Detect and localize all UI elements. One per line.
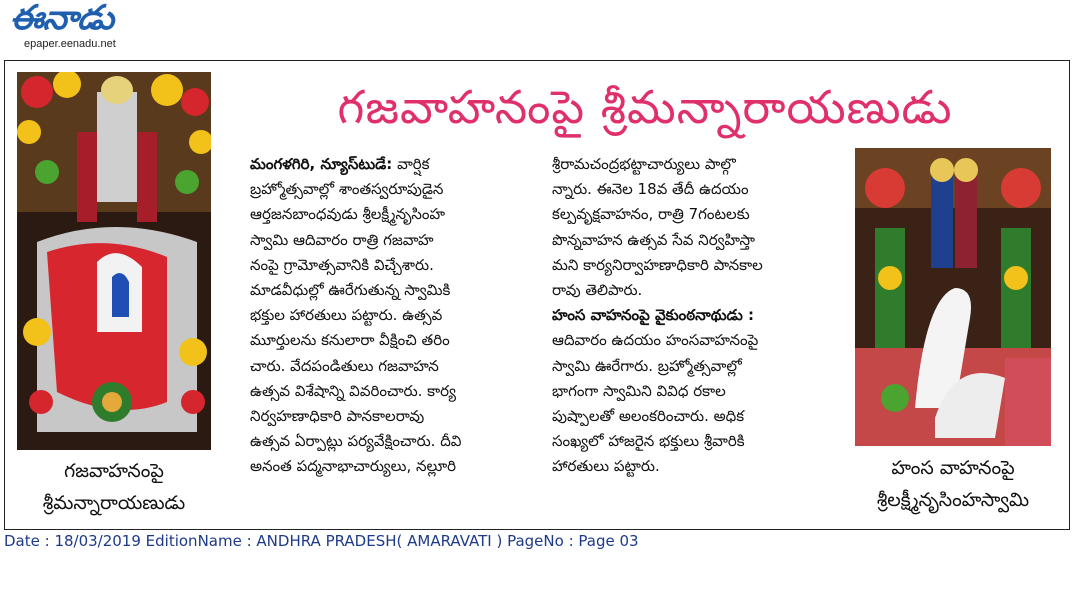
article-column-1 xyxy=(250,152,540,480)
headline: గజవాహనంపై శ్రీమన్నారాయణుడు xyxy=(337,80,953,134)
subheading: హంస వాహనంపై వైకుంఠనాథుడు : xyxy=(552,306,755,325)
col1-line: భక్తుల హారతులు పట్టారు. ఉత్సవ xyxy=(250,306,443,325)
site-url: epaper.eenadu.net xyxy=(24,38,116,50)
col2-line: శ్రీరామచంద్రభట్టాచార్యులు పాల్గొ xyxy=(552,155,736,173)
article-column-2 xyxy=(552,152,842,480)
col2-line: న్నారు. ఈనెల 18వ తేదీ ఉదయం xyxy=(552,180,749,199)
col1-line: నంపై గ్రామోత్సవానికి విచ్చేశారు. xyxy=(250,255,434,274)
col1-line: ఉత్సవ ఏర్పాట్లు పర్యవేక్షించారు. దీవి xyxy=(250,432,462,451)
right-photo xyxy=(855,148,1051,446)
elephant-vahanam-image xyxy=(17,72,211,450)
col1-line: చారు. వేదపండితులు గజవాహన xyxy=(250,356,439,375)
left-photo-caption xyxy=(17,455,211,519)
hamsa-vahanam-image xyxy=(855,148,1051,446)
dateline: మంగళగిరి, న్యూస్‌టుడే: xyxy=(250,155,393,173)
col1-line: మూర్తులను కనులారా వీక్షించి తరిం xyxy=(250,331,450,350)
col2-line: పుష్పాలతో అలంకరించారు. అధిక xyxy=(552,407,745,426)
right-caption-line-1: హంస వాహనంపై xyxy=(891,457,1015,479)
col1-line: వార్షిక xyxy=(397,155,430,173)
col1-line: స్వామి ఆదివారం రాత్రి గజవాహ xyxy=(250,230,434,249)
left-caption-line-1: గజవాహనంపై xyxy=(64,460,164,482)
col2-line: భాగంగా స్వామిని వివిధ రకాల xyxy=(552,381,726,400)
col2-line: మని కార్యనిర్వాహణాధికారి పానకాల xyxy=(552,255,763,274)
col1-line: మాడవీధుల్లో ఊరేగుతున్న స్వామికి xyxy=(250,281,451,300)
col1-line: ఆర్తజనబాంధవుడు శ్రీలక్ష్మీనృసింహ xyxy=(250,205,445,224)
col1-line: బ్రహ్మోత్సవాల్లో శాంతస్వరూపుడైన xyxy=(250,180,444,199)
col2-line: సంఖ్యలో హాజరైన భక్తులు శ్రీవారికి xyxy=(552,432,745,451)
col1-line: ఉత్సవ విశేషాన్ని వివరించారు. కార్య xyxy=(250,381,456,400)
masthead-logo[interactable] xyxy=(10,2,150,52)
right-caption-line-2: శ్రీలక్ష్మీనృసింహస్వామి xyxy=(876,489,1030,511)
page-footer: Date : 18/03/2019 EditionName : ANDHRA PRADESH( AMARAVATI ) PageNo : Page 03 xyxy=(4,532,639,550)
col2-line: స్వామి ఊరేగారు. బ్రహ్మోత్సవాల్లో xyxy=(552,356,742,375)
col2-line: రావు తెలిపారు. xyxy=(552,281,643,300)
logo-text: ఈనాడు xyxy=(10,0,114,38)
left-caption-line-2: శ్రీమన్నారాయణుడు xyxy=(42,492,186,514)
left-photo xyxy=(17,72,211,450)
col2-line: ఆదివారం ఉదయం హంసవాహనంపై xyxy=(552,331,759,350)
col2-line: కల్పవృక్షవాహనం, రాత్రి 7గంటలకు xyxy=(552,205,750,224)
col2-line: హారతులు పట్టారు. xyxy=(552,457,660,476)
col2-line: పొన్నవాహన ఉత్సవ సేవ నిర్వహిస్తా xyxy=(552,230,755,249)
right-photo-caption xyxy=(845,452,1061,516)
col1-line: అనంత పద్మనాభాచార్యులు, నల్లూరి xyxy=(250,457,457,476)
col1-line: నిర్వహణాధికారి పానకాలరావు xyxy=(250,407,425,426)
